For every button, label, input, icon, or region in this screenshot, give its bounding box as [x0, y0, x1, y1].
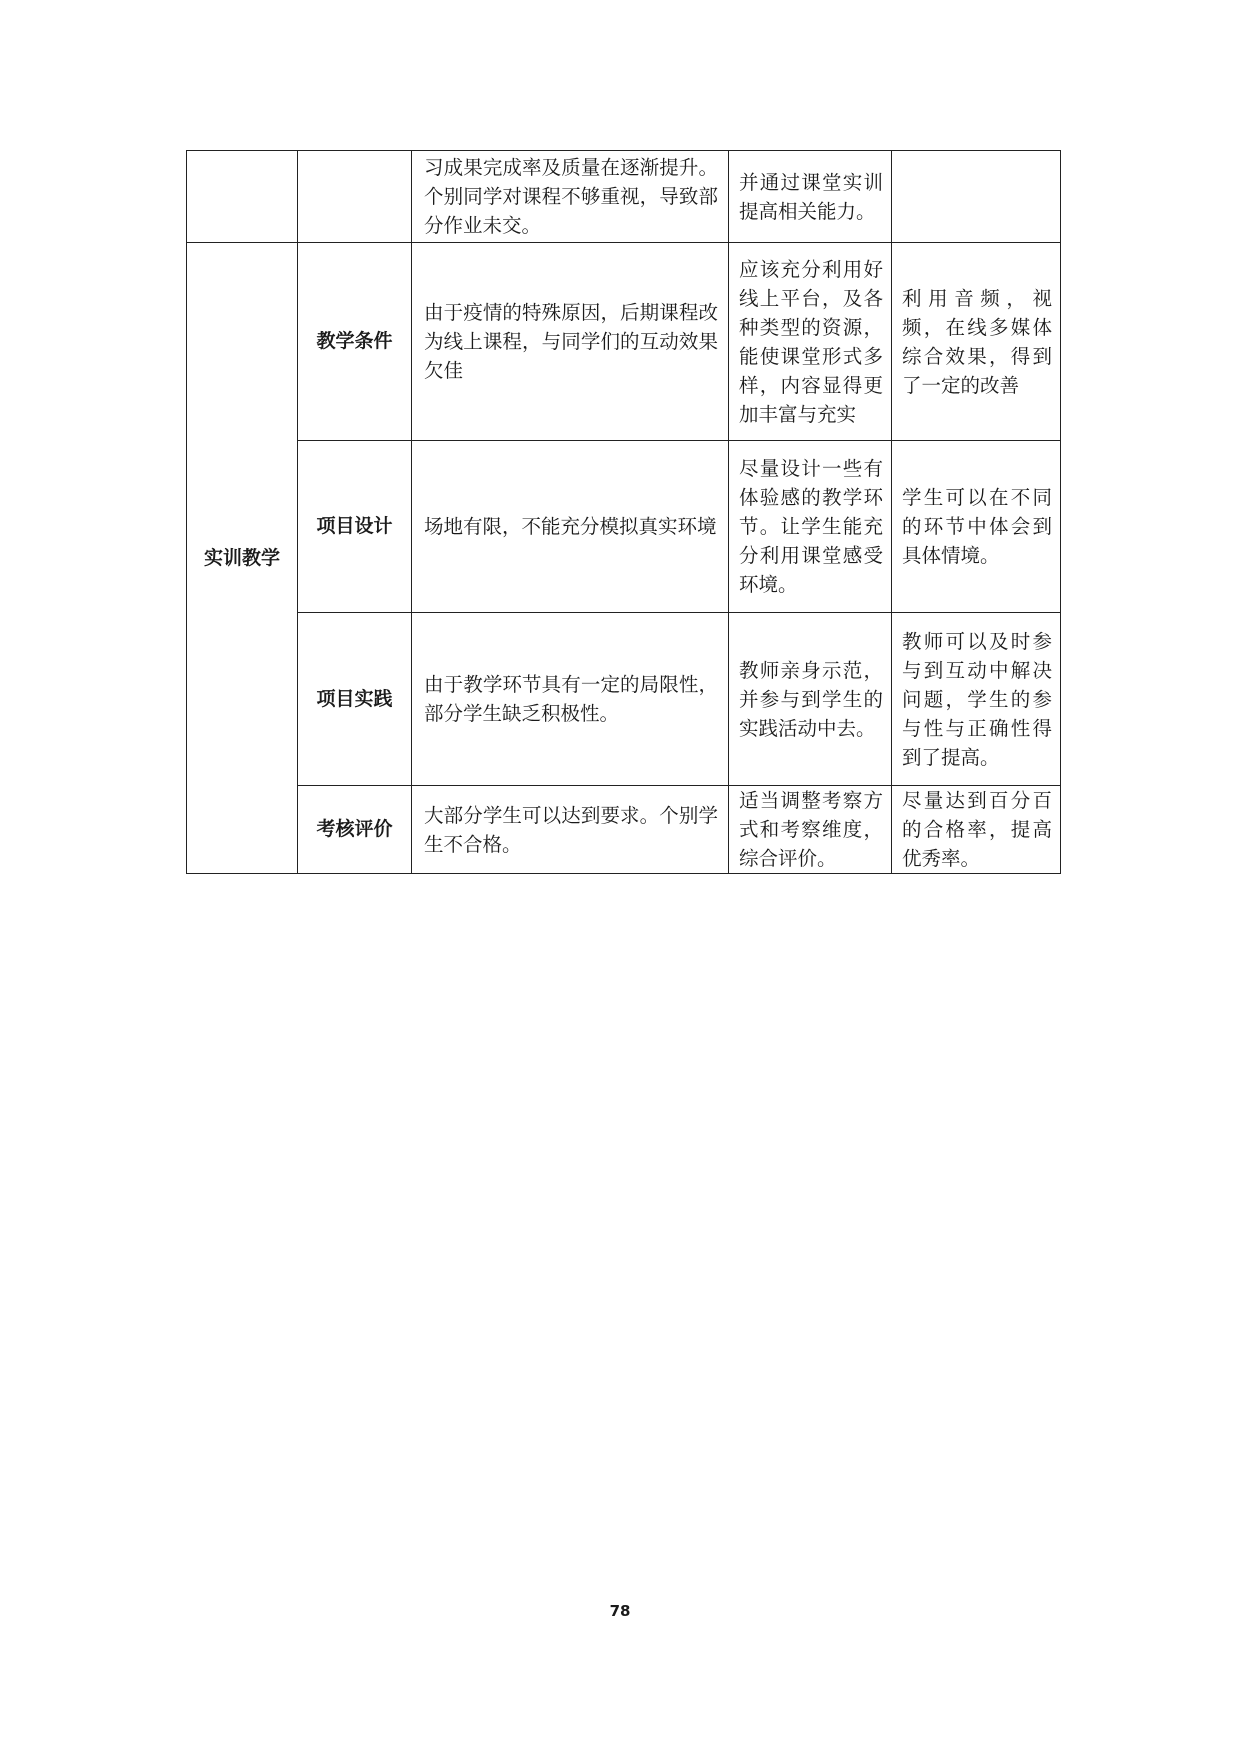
measure-cell: 教师亲身示范，并参与到学生的实践活动中去。: [729, 613, 892, 786]
page-number: 78: [609, 1602, 631, 1620]
measure-cell: 尽量设计一些有体验感的教学环节。让学生能充分利用课堂感受环境。: [729, 441, 892, 613]
effect-cell: 尽量达到百分百的合格率，提高优秀率。: [892, 786, 1061, 874]
item-cell: 项目设计: [298, 441, 412, 613]
problem-cell: 场地有限，不能充分模拟真实环境: [412, 441, 729, 613]
problem-cell: 大部分学生可以达到要求。个别学生不合格。: [412, 786, 729, 874]
effect-cell: 教师可以及时参与到互动中解决问题，学生的参与性与正确性得到了提高。: [892, 613, 1061, 786]
effect-cell: [892, 151, 1061, 243]
problem-cell: 由于疫情的特殊原因，后期课程改为线上课程，与同学们的互动效果欠佳: [412, 243, 729, 441]
measure-cell: 应该充分利用好线上平台，及各种类型的资源，能使课堂形式多样，内容显得更加丰富与充实: [729, 243, 892, 441]
table-row: [187, 613, 1061, 786]
table-row-continued: [187, 151, 1061, 243]
table-row: [187, 243, 1061, 441]
effect-cell: 学生可以在不同的环节中体会到具体情境。: [892, 441, 1061, 613]
item-cell: 教学条件: [298, 243, 412, 441]
measure-cell: 并通过课堂实训提高相关能力。: [729, 151, 892, 243]
section-label-cell: 实训教学: [187, 243, 298, 874]
evaluation-table: [186, 150, 1061, 874]
problem-cell: 习成果完成率及质量在逐渐提升。个别同学对课程不够重视，导致部分作业未交。: [412, 151, 729, 243]
table-row: [187, 786, 1061, 874]
empty-item-cell: [298, 151, 412, 243]
problem-cell: 由于教学环节具有一定的局限性，部分学生缺乏积极性。: [412, 613, 729, 786]
effect-cell: 利用音频，视频，在线多媒体综合效果，得到了一定的改善: [892, 243, 1061, 441]
item-cell: 考核评价: [298, 786, 412, 874]
table-row: [187, 441, 1061, 613]
measure-cell: 适当调整考察方式和考察维度，综合评价。: [729, 786, 892, 874]
empty-section-cell: [187, 151, 298, 243]
item-cell: 项目实践: [298, 613, 412, 786]
